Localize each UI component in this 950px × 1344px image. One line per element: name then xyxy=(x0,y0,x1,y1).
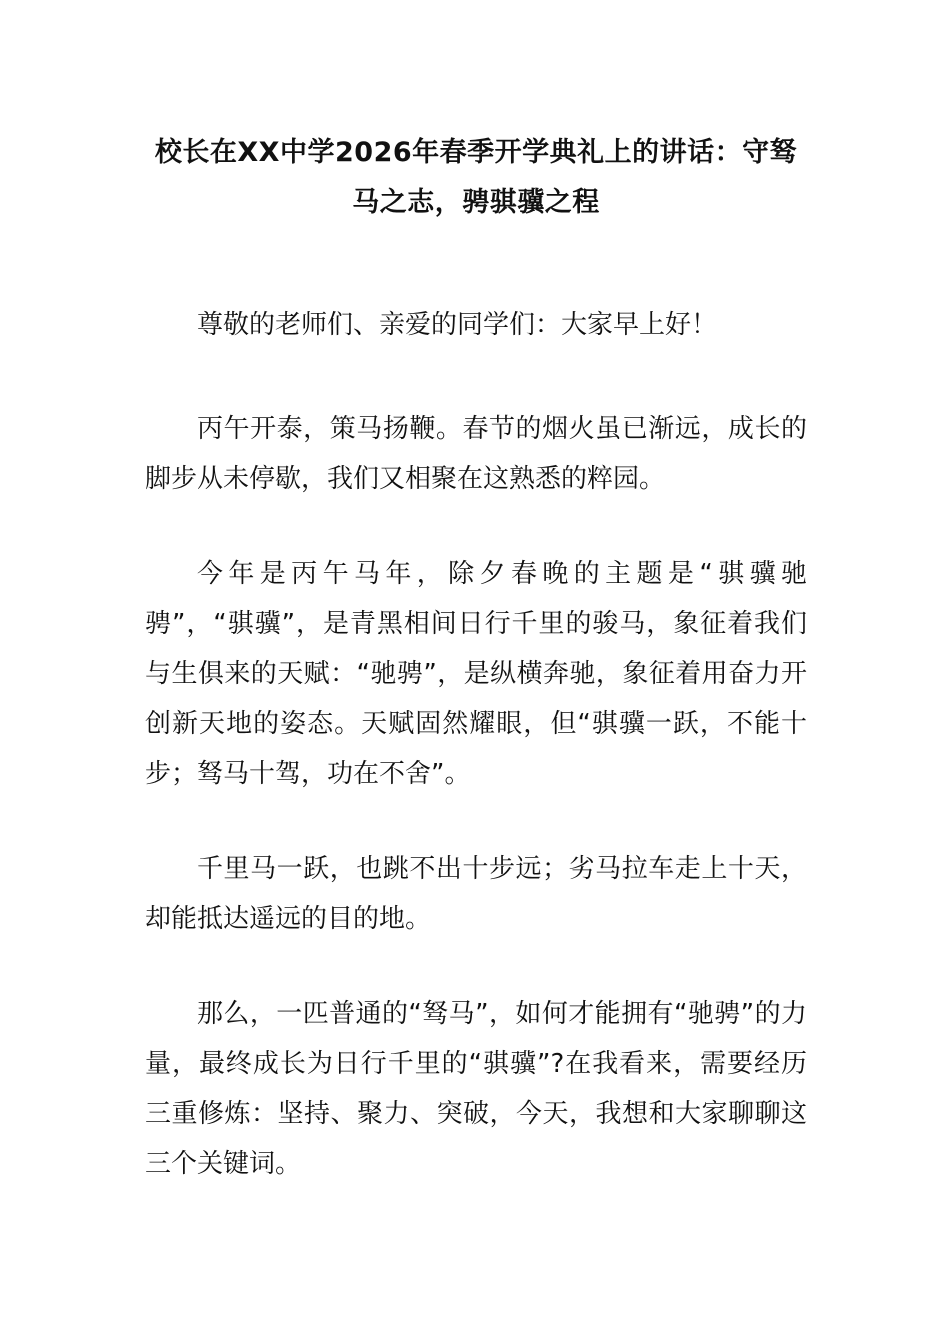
document-title: 校长在XX中学2026年春季开学典礼上的讲话：守驽马之志，骋骐骥之程 xyxy=(154,137,798,218)
paragraph-3: 千里马一跃，也跳不出十步远；劣马拉车走上十天，却能抵达遥远的目的地。 xyxy=(145,854,807,934)
paragraph-1: 丙午开泰，策马扬鞭。春节的烟火虽已渐远，成长的脚步从未停歇，我们又相聚在这熟悉的粹园。 xyxy=(145,414,807,494)
document-page xyxy=(145,128,807,1189)
paragraph-2: 今年是丙午马年，除夕春晚的主题是“骐骥驰骋”，“骐骥”，是青黑相间日行千里的骏马，象征着我们与生俱来的天赋：“驰骋”，是纵横奔驰，象征着用奋力开创新天地的姿态。天赋固然耀眼，但“骐骥一跃，不能十步；驽马十驾，功在不舍”。 xyxy=(145,559,807,789)
paragraph-4: 那么，一匹普通的“驽马”，如何才能拥有“驰骋”的力量，最终成长为日行千里的“骐骥”?在我看来，需要经历三重修炼：坚持、聚力、突破，今天，我想和大家聊聊这三个关键词。 xyxy=(145,999,807,1179)
greeting: 尊敬的老师们、亲爱的同学们：大家早上好！ xyxy=(197,310,718,340)
